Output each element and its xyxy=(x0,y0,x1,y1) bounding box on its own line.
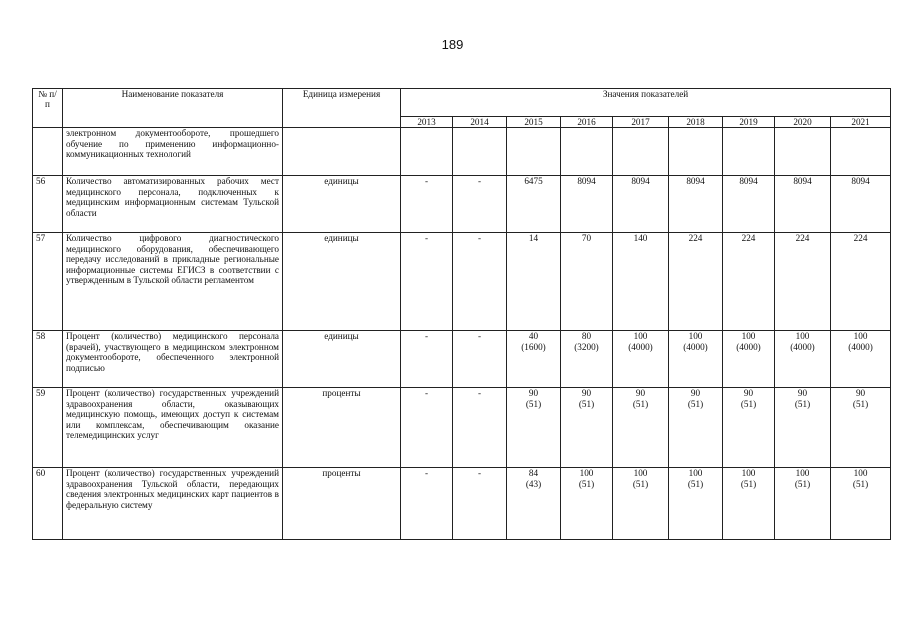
value-main: - xyxy=(424,468,429,479)
row-number: 56 xyxy=(33,176,63,233)
indicator-value xyxy=(453,331,507,388)
unit-of-measure: единицы xyxy=(283,176,401,233)
value-count: (4000) xyxy=(628,341,653,352)
value-count: (43) xyxy=(525,478,542,489)
value-main: 140 xyxy=(633,233,648,244)
unit-of-measure xyxy=(283,128,401,176)
value-main: 70 xyxy=(581,233,592,244)
indicator-value xyxy=(775,128,831,176)
table-row xyxy=(33,176,891,233)
value-main: 8094 xyxy=(631,176,650,187)
value-main: - xyxy=(424,331,429,342)
value-count: (51) xyxy=(794,398,811,409)
value-count: (51) xyxy=(852,478,869,489)
value-main: 100 xyxy=(741,468,756,479)
indicator-value xyxy=(561,233,613,331)
value-main: 80 xyxy=(581,331,592,342)
indicator-value xyxy=(453,233,507,331)
value-count: (3200) xyxy=(574,341,599,352)
unit-of-measure: единицы xyxy=(283,331,401,388)
value-count: (51) xyxy=(578,478,595,489)
indicator-value xyxy=(775,331,831,388)
value-main: 6475 xyxy=(524,176,543,187)
indicator-value xyxy=(401,468,453,540)
value-count: (4000) xyxy=(683,341,708,352)
value-main: 100 xyxy=(633,468,648,479)
row-number xyxy=(33,128,63,176)
value-main: 8094 xyxy=(739,176,758,187)
value-main: - xyxy=(477,331,482,342)
indicator-value xyxy=(613,468,669,540)
value-main: 90 xyxy=(690,388,701,399)
value-main: - xyxy=(424,176,429,187)
indicator-value xyxy=(831,331,891,388)
value-main: 90 xyxy=(743,388,754,399)
value-main: - xyxy=(424,388,429,399)
header-num: № п/п xyxy=(33,89,63,128)
indicator-value xyxy=(561,176,613,233)
indicator-value xyxy=(831,128,891,176)
indicator-value xyxy=(561,468,613,540)
value-count: (51) xyxy=(632,478,649,489)
value-count: (51) xyxy=(687,478,704,489)
value-main: 100 xyxy=(633,331,648,342)
value-main: 224 xyxy=(741,233,756,244)
value-count: (51) xyxy=(578,398,595,409)
value-main: 100 xyxy=(688,468,703,479)
indicator-value xyxy=(723,331,775,388)
indicator-value xyxy=(613,128,669,176)
value-main: 8094 xyxy=(851,176,870,187)
header-year: 2017 xyxy=(613,117,669,128)
header-values: Значения показателей xyxy=(401,89,891,117)
row-number: 60 xyxy=(33,468,63,540)
indicator-value xyxy=(723,176,775,233)
value-main: 8094 xyxy=(686,176,705,187)
table-row xyxy=(33,468,891,540)
indicator-value xyxy=(831,468,891,540)
value-main: 90 xyxy=(635,388,646,399)
indicator-value xyxy=(453,128,507,176)
indicator-value xyxy=(723,128,775,176)
indicator-name: Количество цифрового диагностического медицинского оборудования, обеспечивающего передачу исследований в прикладные региональные информационные системы ЕГИСЗ в соответствии с утвержденным в Тульской области регламентом xyxy=(63,233,283,331)
value-main: 224 xyxy=(795,233,810,244)
value-main: 40 xyxy=(528,331,539,342)
value-main: - xyxy=(477,233,482,244)
indicator-value xyxy=(561,331,613,388)
value-count: (51) xyxy=(525,398,542,409)
indicator-value xyxy=(561,388,613,468)
value-main: 100 xyxy=(853,331,868,342)
value-main: 84 xyxy=(528,468,539,479)
table-row xyxy=(33,331,891,388)
value-main: 100 xyxy=(741,331,756,342)
row-number: 59 xyxy=(33,388,63,468)
value-main: 100 xyxy=(853,468,868,479)
indicator-name: Процент (количество) государственных учреждений здравоохранения Тульской области, передающих сведения электронных медицинских карт пациентов в федеральную систему xyxy=(63,468,283,540)
indicator-value xyxy=(507,233,561,331)
header-year: 2018 xyxy=(669,117,723,128)
value-main: 8094 xyxy=(577,176,596,187)
value-count: (4000) xyxy=(848,341,873,352)
indicator-value xyxy=(613,233,669,331)
unit-of-measure: проценты xyxy=(283,468,401,540)
indicator-value xyxy=(507,468,561,540)
value-count: (4000) xyxy=(736,341,761,352)
table-row xyxy=(33,388,891,468)
indicator-value xyxy=(723,468,775,540)
indicator-name: Процент (количество) государственных учреждений здравоохранения области, оказывающих медицинскую помощь, имеющих доступ к системам или комплексам, обеспечивающим оказание телемедицинских услуг xyxy=(63,388,283,468)
value-count: (4000) xyxy=(790,341,815,352)
indicator-name: Количество автоматизированных рабочих мест медицинского персонала, подключенных к медицинским информационным системам Тульской области xyxy=(63,176,283,233)
value-main: 100 xyxy=(795,468,810,479)
indicator-value xyxy=(507,331,561,388)
header-year: 2019 xyxy=(723,117,775,128)
indicator-value xyxy=(613,176,669,233)
indicator-value xyxy=(401,331,453,388)
header-year: 2016 xyxy=(561,117,613,128)
header-year: 2013 xyxy=(401,117,453,128)
value-main: 90 xyxy=(581,388,592,399)
value-main: - xyxy=(477,468,482,479)
value-count: (51) xyxy=(632,398,649,409)
indicator-value xyxy=(669,233,723,331)
header-year: 2014 xyxy=(453,117,507,128)
indicator-value xyxy=(561,128,613,176)
value-main: 100 xyxy=(795,331,810,342)
header-name: Наименование показателя xyxy=(63,89,283,128)
indicator-value xyxy=(613,331,669,388)
value-main: 90 xyxy=(528,388,539,399)
indicator-value xyxy=(831,176,891,233)
value-main: - xyxy=(477,388,482,399)
header-unit: Единица измерения xyxy=(283,89,401,128)
indicator-value xyxy=(775,468,831,540)
indicator-value xyxy=(401,233,453,331)
indicator-value xyxy=(775,176,831,233)
indicator-value xyxy=(453,176,507,233)
indicator-name: электронном документообороте, прошедшего обучение по применению информационно-коммуникационных технологий xyxy=(63,128,283,176)
value-count: (51) xyxy=(794,478,811,489)
indicator-value xyxy=(453,468,507,540)
value-count: (1600) xyxy=(521,341,546,352)
indicator-value xyxy=(507,128,561,176)
header-year: 2021 xyxy=(831,117,891,128)
value-main: 100 xyxy=(579,468,594,479)
value-main: 14 xyxy=(528,233,539,244)
indicator-value xyxy=(831,388,891,468)
value-count: (51) xyxy=(740,398,757,409)
indicator-value xyxy=(831,233,891,331)
value-main: 224 xyxy=(853,233,868,244)
indicator-value xyxy=(775,233,831,331)
indicators-table xyxy=(32,88,891,540)
value-main: 100 xyxy=(688,331,703,342)
row-number: 58 xyxy=(33,331,63,388)
indicator-value xyxy=(507,176,561,233)
indicator-value xyxy=(669,128,723,176)
unit-of-measure: единицы xyxy=(283,233,401,331)
indicator-value xyxy=(401,388,453,468)
header-year: 2020 xyxy=(775,117,831,128)
indicator-value xyxy=(669,388,723,468)
indicator-value xyxy=(669,331,723,388)
indicator-name: Процент (количество) медицинского персонала (врачей), участвующего в медицинском электронном документообороте, обеспеченного электронной подписью xyxy=(63,331,283,388)
row-number: 57 xyxy=(33,233,63,331)
value-main: 8094 xyxy=(793,176,812,187)
value-count: (51) xyxy=(740,478,757,489)
indicator-value xyxy=(507,388,561,468)
table-row xyxy=(33,233,891,331)
indicator-value xyxy=(669,176,723,233)
value-main: 90 xyxy=(855,388,866,399)
page-number: 189 xyxy=(441,37,464,52)
indicator-value xyxy=(401,176,453,233)
unit-of-measure: проценты xyxy=(283,388,401,468)
indicator-value xyxy=(669,468,723,540)
indicator-value xyxy=(775,388,831,468)
indicator-value xyxy=(723,388,775,468)
indicator-value xyxy=(723,233,775,331)
value-main: 224 xyxy=(688,233,703,244)
value-main: 90 xyxy=(797,388,808,399)
header-year: 2015 xyxy=(507,117,561,128)
value-count: (51) xyxy=(852,398,869,409)
indicator-value xyxy=(401,128,453,176)
indicator-value xyxy=(613,388,669,468)
value-main: - xyxy=(477,176,482,187)
table-row xyxy=(33,128,891,176)
indicator-value xyxy=(453,388,507,468)
value-count: (51) xyxy=(687,398,704,409)
value-main: - xyxy=(424,233,429,244)
